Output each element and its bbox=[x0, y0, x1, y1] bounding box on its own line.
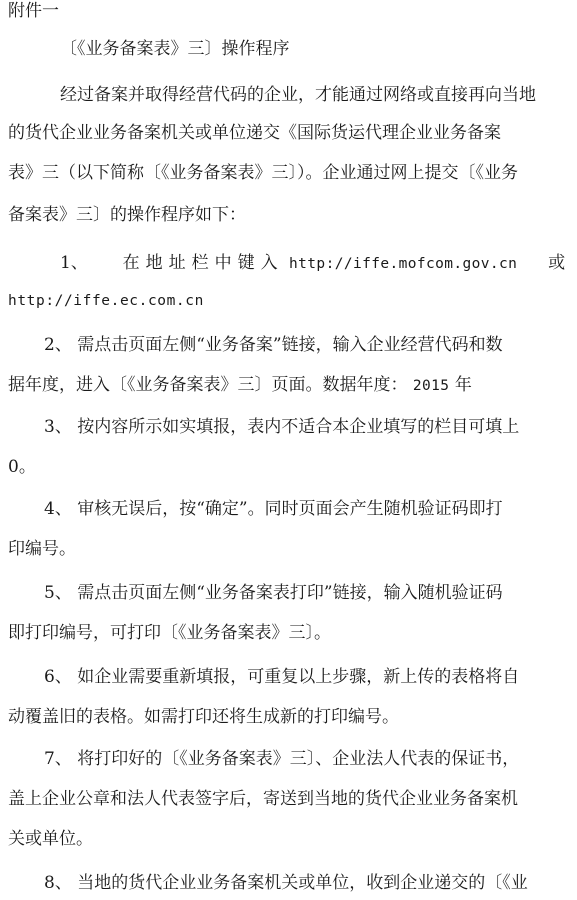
step7-line-2: 盖上企业公章和法人代表签字后，寄送到当地的货代企业业务备案机 bbox=[8, 789, 518, 809]
step5-line-2: 即打印编号，可打印〔《业务备案表》三〕。 bbox=[8, 623, 331, 643]
intro-line-3: 表》三（以下简称〔《业务备案表》三〕）。企业通过网上提交〔《业务 bbox=[8, 163, 518, 183]
intro-line-4: 备案表》三〕的操作程序如下： bbox=[8, 205, 246, 225]
step5-line-1: 5、 需点击页面左侧“业务备案表打印”链接，输入随机验证码 bbox=[44, 583, 503, 603]
step7-line-1: 7、 将打印好的〔《业务备案表》三〕、企业法人代表的保证书， bbox=[44, 749, 520, 769]
data-year-unit: 年 bbox=[454, 375, 472, 395]
step1-or: 或 bbox=[548, 253, 566, 273]
step6-line-1: 6、 如企业需要重新填报，可重复以上步骤，新上传的表格将自 bbox=[44, 667, 520, 687]
step1-url-primary: http://iffe.mofcom.gov.cn bbox=[289, 256, 518, 272]
step2-line-2 bbox=[8, 374, 472, 397]
step2-line-1: 2、 需点击页面左侧“业务备案”链接，输入企业经营代码和数 bbox=[44, 335, 503, 355]
intro-line-1: 经过备案并取得经营代码的企业，才能通过网络或直接再向当地 bbox=[60, 85, 536, 105]
page-title: 〔《业务备案表》三〕操作程序 bbox=[60, 39, 290, 59]
intro-line-2: 的货代企业业务备案机关或单位递交《国际货运代理企业业务备案 bbox=[8, 123, 501, 143]
step1-text: 在地址栏中键入 bbox=[122, 253, 284, 273]
step1-number: 1、 bbox=[60, 253, 88, 273]
step3-line-2: 0。 bbox=[8, 457, 36, 477]
step4-line-1: 4、 审核无误后，按“确定”。同时页面会产生随机验证码即打 bbox=[44, 499, 503, 519]
step3-line-1: 3、 按内容所示如实填报，表内不适合本企业填写的栏目可填上 bbox=[44, 417, 520, 437]
attachment-label: 附件一 bbox=[8, 1, 59, 21]
step6-line-2: 动覆盖旧的表格。如需打印还将生成新的打印编号。 bbox=[8, 707, 399, 727]
step4-line-2: 印编号。 bbox=[8, 539, 76, 559]
step8-line-1: 8、 当地的货代企业业务备案机关或单位，收到企业递交的〔《业 bbox=[44, 873, 528, 893]
data-year-value: 2015 bbox=[412, 378, 450, 394]
step2-line-2-text: 据年度，进入〔《业务备案表》三〕页面。数据年度： bbox=[8, 375, 408, 395]
step1-url-secondary: http://iffe.ec.com.cn bbox=[8, 293, 204, 309]
step7-line-3: 关或单位。 bbox=[8, 829, 93, 849]
step1-line-1 bbox=[60, 252, 565, 275]
